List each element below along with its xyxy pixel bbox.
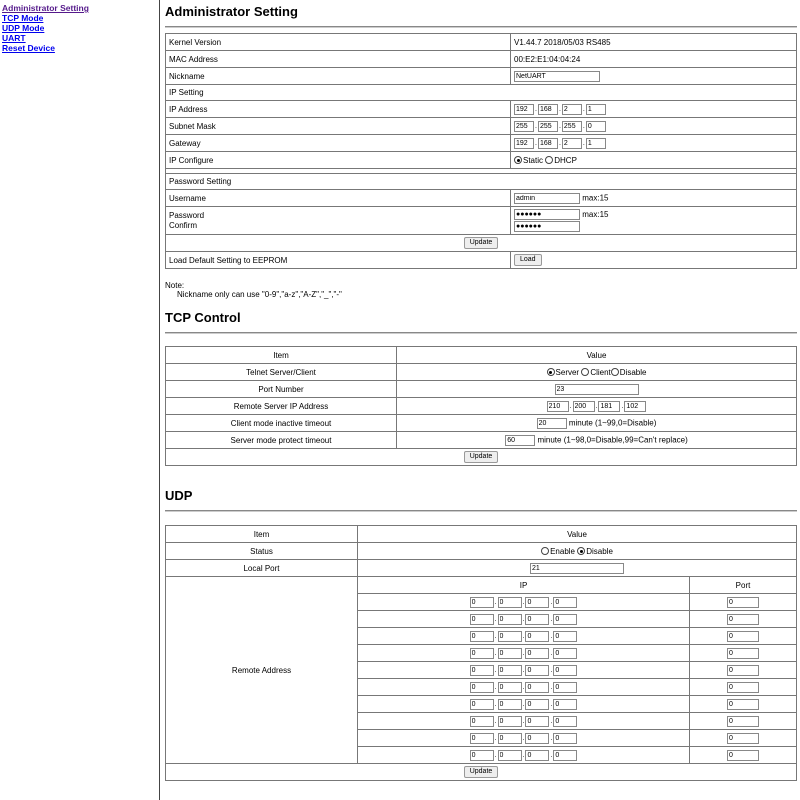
remote-address-port-input[interactable] bbox=[727, 682, 759, 693]
nav-link-udp-mode[interactable]: UDP Mode bbox=[2, 23, 45, 33]
server-label: Server bbox=[555, 367, 580, 377]
static-label: Static bbox=[523, 155, 544, 165]
remote-address-port-input[interactable] bbox=[727, 597, 759, 608]
remote-ip-octet-3[interactable] bbox=[598, 401, 620, 412]
remote-address-ip-octet-3[interactable] bbox=[525, 716, 549, 727]
remote-address-ip-octet-1[interactable] bbox=[470, 682, 494, 693]
remote-address-ip-octet-3[interactable] bbox=[525, 648, 549, 659]
remote-address-ip-octet-3[interactable] bbox=[525, 750, 549, 761]
admin-section-title: Administrator Setting bbox=[165, 0, 797, 27]
main-content bbox=[165, 0, 797, 781]
ip-octet-4[interactable] bbox=[586, 104, 606, 115]
nickname-input[interactable] bbox=[514, 71, 600, 82]
remote-address-ip-octet-2[interactable] bbox=[498, 665, 522, 676]
nav-link-tcp-mode[interactable]: TCP Mode bbox=[2, 13, 44, 23]
remote-address-ip-fields: 0.0 .0 .0 bbox=[358, 662, 690, 679]
username-label: Username bbox=[166, 190, 511, 207]
password-input[interactable] bbox=[514, 209, 580, 220]
client-timeout-hint: minute (1~99,0=Disable) bbox=[568, 418, 657, 428]
remote-address-ip-octet-1[interactable] bbox=[470, 750, 494, 761]
client-radio[interactable] bbox=[581, 368, 589, 376]
remote-address-port-input[interactable] bbox=[727, 648, 759, 659]
remote-address-ip-octet-1[interactable] bbox=[470, 614, 494, 625]
nav-link-uart[interactable]: UART bbox=[2, 33, 26, 43]
remote-address-ip-octet-1[interactable] bbox=[470, 631, 494, 642]
dhcp-radio[interactable] bbox=[545, 156, 553, 164]
remote-address-ip-fields: 0.0 .0 .0 bbox=[358, 611, 690, 628]
username-max-hint: max:15 bbox=[582, 193, 609, 203]
tcp-value-header: Value bbox=[397, 347, 797, 364]
tcp-update-button[interactable]: Update bbox=[464, 451, 499, 463]
password-label: Password bbox=[169, 210, 205, 220]
server-radio[interactable] bbox=[547, 368, 555, 376]
mac-address-label: MAC Address bbox=[166, 51, 511, 68]
gateway-octet-1[interactable] bbox=[514, 138, 534, 149]
remote-address-ip-fields: 0.0 .0 .0 bbox=[358, 594, 690, 611]
remote-address-port-input[interactable] bbox=[727, 665, 759, 676]
udp-value-header: Value bbox=[358, 526, 797, 543]
subnet-octet-1[interactable] bbox=[514, 121, 534, 132]
remote-address-ip-octet-2[interactable] bbox=[498, 699, 522, 710]
remote-address-ip-octet-2[interactable] bbox=[498, 648, 522, 659]
remote-address-ip-octet-2[interactable] bbox=[498, 597, 522, 608]
udp-table bbox=[165, 525, 797, 781]
server-timeout-input[interactable] bbox=[505, 435, 535, 446]
subnet-octet-4[interactable] bbox=[586, 121, 606, 132]
remote-address-ip-octet-4[interactable] bbox=[553, 733, 577, 744]
local-port-input[interactable] bbox=[530, 563, 624, 574]
remote-ip-octet-2[interactable] bbox=[573, 401, 595, 412]
remote-address-ip-octet-3[interactable] bbox=[525, 682, 549, 693]
ip-octet-1[interactable] bbox=[514, 104, 534, 115]
subnet-mask-fields: 255 .255 .255 .0 bbox=[511, 118, 797, 135]
tcp-control-table bbox=[165, 346, 797, 466]
remote-ip-octet-1[interactable] bbox=[547, 401, 569, 412]
remote-address-ip-octet-4[interactable] bbox=[553, 597, 577, 608]
gateway-octet-4[interactable] bbox=[586, 138, 606, 149]
subnet-mask-label: Subnet Mask bbox=[166, 118, 511, 135]
load-default-label: Load Default Setting to EEPROM bbox=[166, 252, 511, 269]
tcp-item-header: Item bbox=[166, 347, 397, 364]
password-setting-header: Password Setting bbox=[166, 174, 797, 190]
client-timeout-input[interactable] bbox=[537, 418, 567, 429]
remote-address-ip-fields: 0.0 .0 .0 bbox=[358, 645, 690, 662]
remote-address-label: Remote Address bbox=[166, 577, 358, 764]
kernel-version-label: Kernel Version bbox=[166, 34, 511, 51]
ip-address-fields: 192 .168 .2 .1 bbox=[511, 101, 797, 118]
mac-address-value: 00:E2:E1:04:04:24 bbox=[511, 51, 797, 68]
subnet-octet-3[interactable] bbox=[562, 121, 582, 132]
remote-address-ip-octet-4[interactable] bbox=[553, 648, 577, 659]
remote-address-ip-octet-4[interactable] bbox=[553, 614, 577, 625]
ip-configure-options bbox=[511, 152, 797, 169]
server-timeout-hint: minute (1~98,0=Disable,99=Can't replace) bbox=[537, 435, 688, 445]
admin-update-button[interactable]: Update bbox=[464, 237, 499, 249]
remote-address-port-input[interactable] bbox=[727, 614, 759, 625]
remote-address-ip-octet-2[interactable] bbox=[498, 631, 522, 642]
client-timeout-label: Client mode inactive timeout bbox=[166, 415, 397, 432]
remote-address-port-input[interactable] bbox=[727, 699, 759, 710]
load-default-button[interactable]: Load bbox=[514, 254, 542, 266]
remote-address-port-input[interactable] bbox=[727, 631, 759, 642]
note-title: Note: bbox=[165, 281, 185, 290]
nickname-label: Nickname bbox=[166, 68, 511, 85]
remote-address-ip-octet-1[interactable] bbox=[470, 648, 494, 659]
remote-address-ip-fields: 0.0 .0 .0 bbox=[358, 696, 690, 713]
password-max-hint: max:15 bbox=[582, 209, 609, 219]
tcp-section-title: TCP Control bbox=[165, 310, 797, 333]
remote-address-ip-octet-1[interactable] bbox=[470, 733, 494, 744]
subnet-octet-2[interactable] bbox=[538, 121, 558, 132]
remote-address-ip-fields: 0.0 .0 .0 bbox=[358, 747, 690, 764]
remote-server-ip-fields: 210 .200 .181 .102 bbox=[397, 398, 797, 415]
telnet-mode-options bbox=[397, 364, 797, 381]
remote-address-ip-octet-4[interactable] bbox=[553, 716, 577, 727]
remote-address-ip-octet-3[interactable] bbox=[525, 699, 549, 710]
udp-disable-radio[interactable] bbox=[577, 547, 585, 555]
remote-address-ip-octet-1[interactable] bbox=[470, 665, 494, 676]
confirm-label: Confirm bbox=[169, 220, 198, 230]
remote-address-port-input[interactable] bbox=[727, 716, 759, 727]
gateway-octet-3[interactable] bbox=[562, 138, 582, 149]
udp-section-title: UDP bbox=[165, 488, 797, 511]
port-number-label: Port Number bbox=[166, 381, 397, 398]
remote-address-port-input[interactable] bbox=[727, 733, 759, 744]
kernel-version-value: V1.44.7 2018/05/03 RS485 bbox=[511, 34, 797, 51]
remote-address-port-input[interactable] bbox=[727, 750, 759, 761]
remote-address-ip-octet-2[interactable] bbox=[498, 750, 522, 761]
dhcp-label: DHCP bbox=[554, 155, 577, 165]
udp-enable-label: Enable bbox=[550, 546, 575, 556]
udp-enable-radio[interactable] bbox=[541, 547, 549, 555]
remote-address-ip-octet-1[interactable] bbox=[470, 716, 494, 727]
remote-address-ip-octet-2[interactable] bbox=[498, 733, 522, 744]
remote-address-ip-fields: 0.0 .0 .0 bbox=[358, 713, 690, 730]
sidebar-nav bbox=[0, 0, 160, 800]
udp-update-button[interactable]: Update bbox=[464, 766, 499, 778]
client-label: Client bbox=[590, 367, 611, 377]
remote-ip-header: IP bbox=[358, 577, 690, 594]
udp-item-header: Item bbox=[166, 526, 358, 543]
ip-address-label: IP Address bbox=[166, 101, 511, 118]
remote-address-ip-octet-3[interactable] bbox=[525, 733, 549, 744]
remote-address-ip-octet-3[interactable] bbox=[525, 631, 549, 642]
static-radio[interactable] bbox=[514, 156, 522, 164]
admin-settings-table bbox=[165, 33, 797, 269]
confirm-input[interactable] bbox=[514, 221, 580, 232]
remote-address-ip-octet-4[interactable] bbox=[553, 682, 577, 693]
telnet-mode-label: Telnet Server/Client bbox=[166, 364, 397, 381]
udp-disable-label: Disable bbox=[586, 546, 613, 556]
ip-configure-label: IP Configure bbox=[166, 152, 511, 169]
nav-link-reset-device[interactable]: Reset Device bbox=[2, 43, 55, 53]
ip-octet-3[interactable] bbox=[562, 104, 582, 115]
ip-octet-2[interactable] bbox=[538, 104, 558, 115]
server-timeout-label: Server mode protect timeout bbox=[166, 432, 397, 449]
remote-address-ip-octet-2[interactable] bbox=[498, 682, 522, 693]
remote-port-header: Port bbox=[690, 577, 797, 594]
tcp-disable-label: Disable bbox=[619, 367, 647, 377]
gateway-octet-2[interactable] bbox=[538, 138, 558, 149]
remote-address-ip-octet-2[interactable] bbox=[498, 614, 522, 625]
port-number-input[interactable] bbox=[555, 384, 639, 395]
remote-address-ip-octet-3[interactable] bbox=[525, 665, 549, 676]
tcp-disable-radio[interactable] bbox=[611, 368, 619, 376]
remote-address-ip-fields: 0.0 .0 .0 bbox=[358, 730, 690, 747]
remote-address-ip-octet-2[interactable] bbox=[498, 716, 522, 727]
remote-server-ip-label: Remote Server IP Address bbox=[166, 398, 397, 415]
local-port-label: Local Port bbox=[166, 560, 358, 577]
username-input[interactable] bbox=[514, 193, 580, 204]
gateway-label: Gateway bbox=[166, 135, 511, 152]
remote-ip-octet-4[interactable] bbox=[624, 401, 646, 412]
remote-address-ip-octet-4[interactable] bbox=[553, 665, 577, 676]
remote-address-ip-octet-1[interactable] bbox=[470, 699, 494, 710]
remote-address-ip-octet-3[interactable] bbox=[525, 614, 549, 625]
gateway-fields: 192 .168 .2 .1 bbox=[511, 135, 797, 152]
remote-address-ip-octet-1[interactable] bbox=[470, 597, 494, 608]
udp-status-options bbox=[358, 543, 797, 560]
remote-address-ip-fields: 0.0 .0 .0 bbox=[358, 628, 690, 645]
remote-address-ip-fields: 0.0 .0 .0 bbox=[358, 679, 690, 696]
remote-address-ip-octet-4[interactable] bbox=[553, 631, 577, 642]
remote-address-ip-octet-3[interactable] bbox=[525, 597, 549, 608]
remote-address-ip-octet-4[interactable] bbox=[553, 750, 577, 761]
note-text: Nickname only can use "0-9","a-z","A-Z","_","-" bbox=[177, 290, 342, 299]
udp-status-label: Status bbox=[166, 543, 358, 560]
ip-setting-header: IP Setting bbox=[166, 85, 797, 101]
nav-link-administrator-setting[interactable]: Administrator Setting bbox=[2, 3, 89, 13]
remote-address-ip-octet-4[interactable] bbox=[553, 699, 577, 710]
